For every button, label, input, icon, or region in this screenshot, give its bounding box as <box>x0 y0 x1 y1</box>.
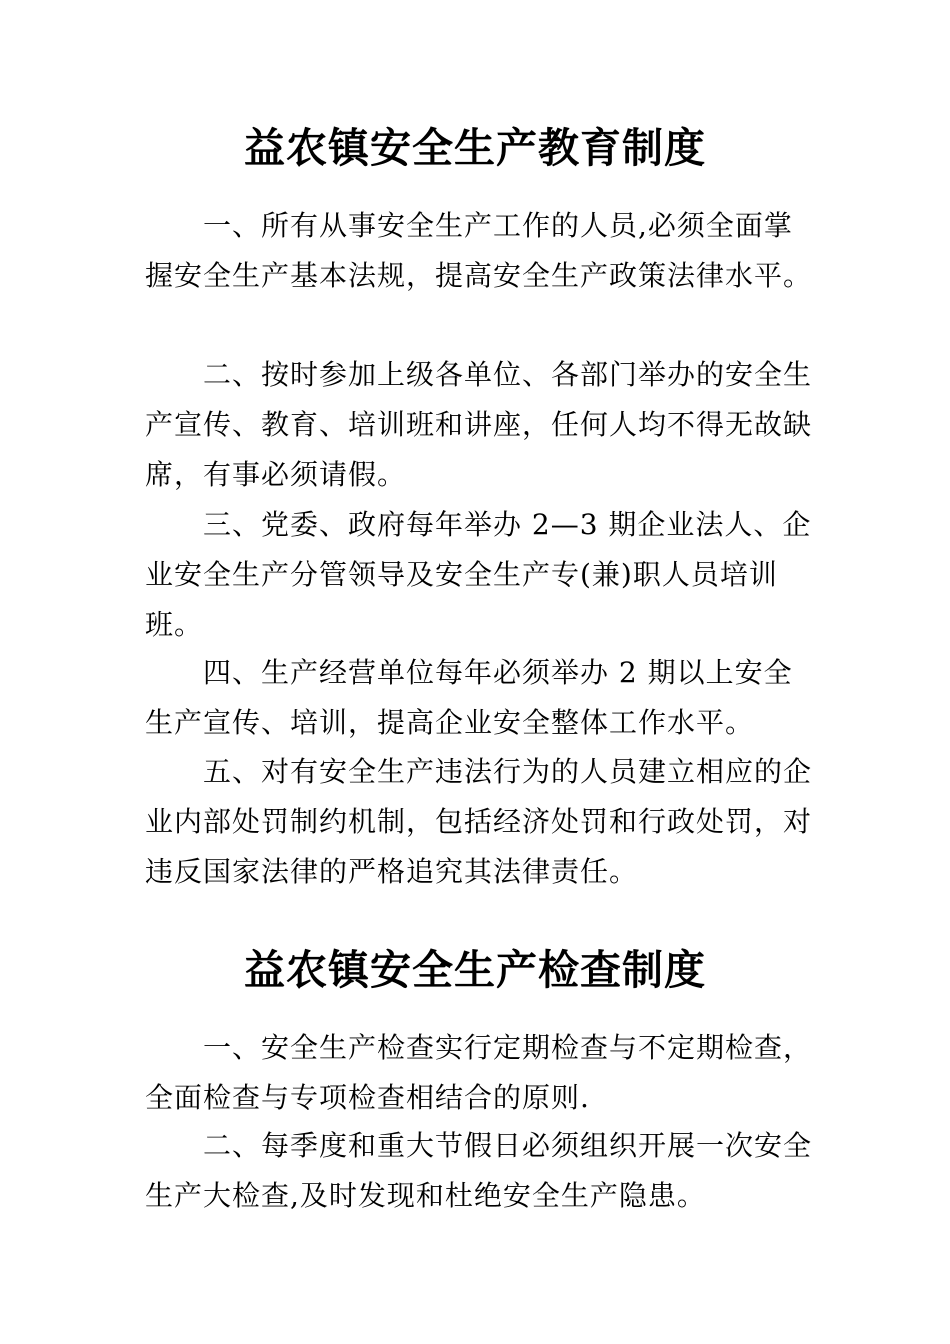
education-paragraph-5: 五、对有安全生产违法行为的人员建立相应的企业内部处罚制约机制，包括经济处罚和行政处罚，对违反国家法律的严格追究其法律责任。 <box>145 755 813 888</box>
section-title-education: 益农镇安全生产教育制度 <box>244 124 706 172</box>
education-paragraph-3: 三、党委、政府每年举办 2—3 期企业法人、企业安全生产分管领导及安全生产专(兼)职人员培训班。 <box>145 508 812 641</box>
inspection-paragraph-2: 二、每季度和重大节假日必须组织开展一次安全生产大检查,及时发现和杜绝安全生产隐患。 <box>145 1129 813 1212</box>
inspection-paragraph-1: 一、安全生产检查实行定期检查与不定期检查，全面检查与专项检查相结合的原则. <box>145 1031 813 1114</box>
section-title-inspection: 益农镇安全生产检查制度 <box>244 946 706 994</box>
education-paragraph-1: 一、所有从事安全生产工作的人员,必须全面掌握安全生产基本法规，提高安全生产政策法律水平。 <box>145 209 813 292</box>
education-paragraph-4: 四、生产经营单位每年必须举办 2 期以上安全生产宣传、培训，提高企业安全整体工作水平。 <box>145 656 793 739</box>
education-paragraph-2: 二、按时参加上级各单位、各部门举办的安全生产宣传、教育、培训班和讲座，任何人均不得无故缺席，有事必须请假。 <box>145 358 813 491</box>
